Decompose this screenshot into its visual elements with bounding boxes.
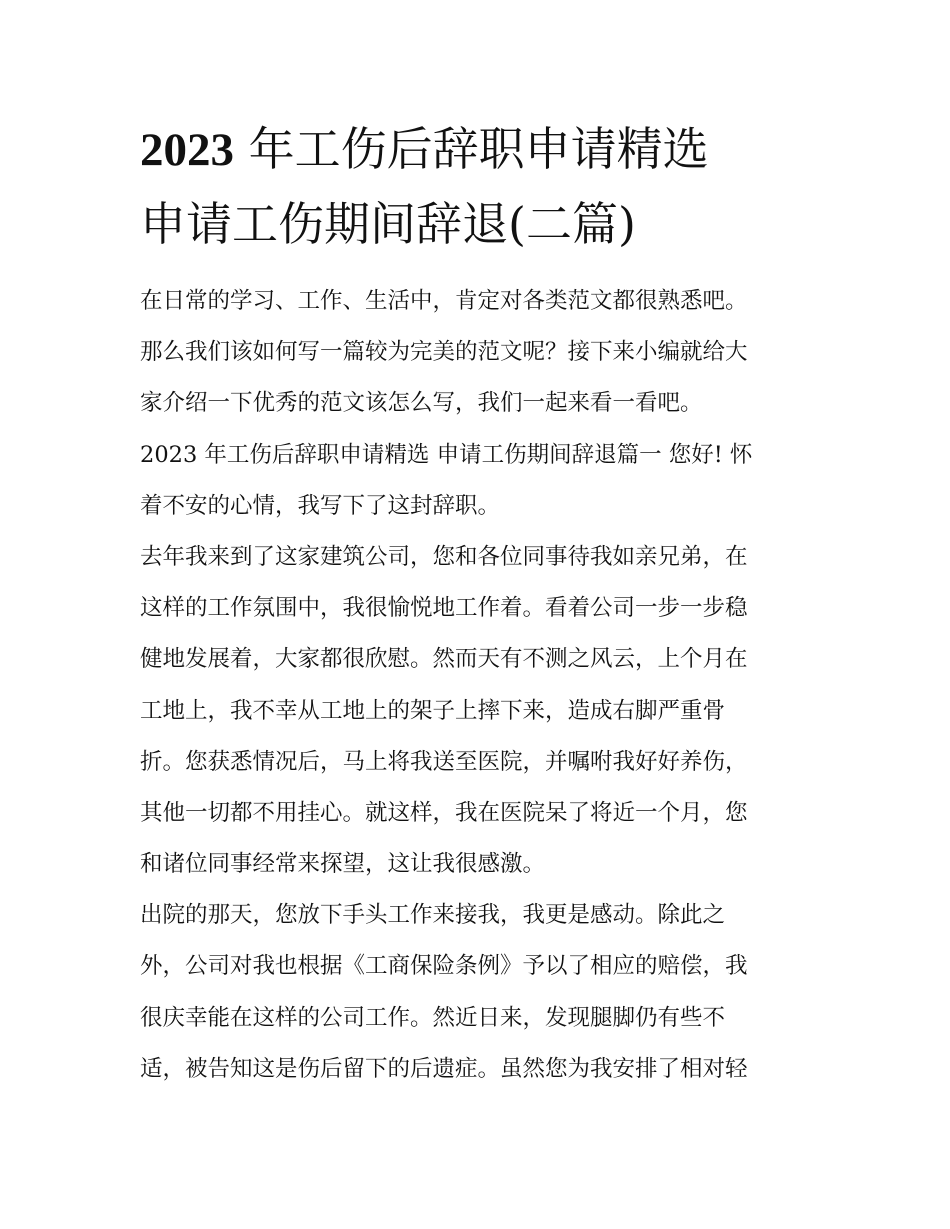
title-line-1-text: 年工伤后辞职申请精选: [234, 122, 709, 176]
text-line: 家介绍一下优秀的范文该怎么写，我们一起来看一看吧。: [140, 390, 703, 417]
text-line: 2023 年工伤后辞职申请精选 申请工伤期间辞退篇一 您好! 怀: [140, 441, 753, 468]
text-line: 去年我来到了这家建筑公司，您和各位同事待我如亲兄弟，在: [140, 543, 748, 570]
text-line: 很庆幸能在这样的公司工作。然近日来，发现腿脚仍有些不: [140, 1004, 726, 1031]
text-line: 和诸位同事经常来探望，这让我很感激。: [140, 851, 546, 878]
text-line: 出院的那天，您放下手头工作来接我，我更是感动。除此之: [140, 902, 726, 929]
paragraph-heading-greeting: [140, 430, 820, 532]
text-line: 着不安的心情，我写下了这封辞职。: [140, 492, 501, 519]
text-line: 健地发展着，大家都很欣慰。然而天有不测之风云，上个月在: [140, 646, 748, 673]
document-title: [140, 112, 830, 261]
paragraph-intro: [140, 276, 820, 430]
title-line-2: 申请工伤期间辞退(二篇): [140, 197, 636, 251]
paragraph-discharge: [140, 890, 820, 1095]
text-line: 这样的工作氛围中，我很愉悦地工作着。看着公司一步一步稳: [140, 595, 748, 622]
text-line: 在日常的学习、工作、生活中，肯定对各类范文都很熟悉吧。: [140, 288, 748, 314]
paragraph-accident: [140, 532, 820, 890]
text-line: 那么我们该如何写一篇较为完美的范文呢？接下来小编就给大: [140, 339, 748, 366]
document-body: [140, 276, 820, 1095]
text-line: 折。您获悉情况后，马上将我送至医院，并嘱咐我好好养伤，: [140, 748, 748, 775]
title-line-1: [140, 112, 830, 187]
text-line: 适，被告知这是伤后留下的后遗症。虽然您为我安排了相对轻: [140, 1055, 748, 1082]
text-line: 其他一切都不用挂心。就这样，我在医院呆了将近一个月，您: [140, 799, 748, 826]
text-line: 工地上，我不幸从工地上的架子上摔下来，造成右脚严重骨: [140, 697, 726, 724]
text-line: 外，公司对我也根据《工商保险条例》予以了相应的赔偿，我: [140, 953, 748, 980]
title-year: 2023: [140, 124, 234, 176]
